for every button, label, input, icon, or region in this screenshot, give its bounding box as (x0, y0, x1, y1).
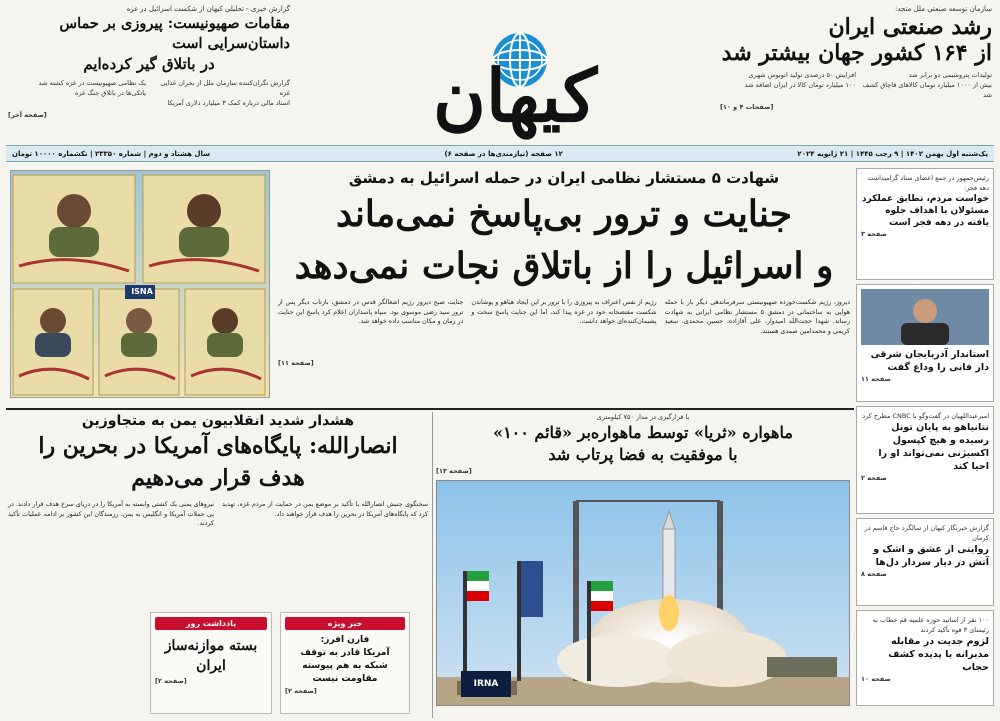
top-left-bullet: یانکی‌ها در باتلاق جنگ غزه (74, 89, 146, 97)
sidebar-headline: لزوم جدیت در مقابله مدبرانه با پدیده کشف حجاب (888, 636, 989, 673)
irna-badge: IRNA (461, 671, 511, 697)
column-divider (432, 412, 433, 718)
masthead (330, 8, 700, 138)
top-left-bullet: یک نظامی صهیونیست در غزه کشته شد (38, 79, 146, 87)
dateline-pages: ۱۲ صفحه (نیازمندی‌ها در صفحه ۶) (444, 149, 563, 158)
launch-photo (436, 480, 850, 706)
sidebar-item (856, 518, 994, 606)
sidebar-page-ref: صفحه ۱۱ (861, 375, 891, 383)
sidebar-kicker: ۱۰۰ نفر از اساتید حوزه علمیه قم خطاب به رئیسای ۳ قوه تأکید کردند (872, 616, 989, 634)
logo-text: کیهان (432, 53, 597, 138)
top-right-kicker: سازمان توسعه صنعتی ملل متحد: (894, 5, 992, 13)
top-right-bullet: تولیدات پتروشیمی دو برابر شد (908, 71, 992, 79)
top-left-kicker: گزارش خبری - تحلیلی کیهان از شکست اسرائیل در غزه (126, 5, 290, 13)
main-column-right: دیروز، رژیم شکست‌خورده صهیونیستی سرفرماندهی دیگر بار با حمله هوایی به ساختمانی در دمشق ۵ مستشار نظامی ایرانی به شهادت رساند. شهدا حجت‌الله امیدوار، علی آقازاده، حسین محمدی، سعید کریمی و محمدامین صمدی هستند. (664, 299, 850, 335)
sidebar-page-ref: صفحه ۲ (861, 474, 887, 482)
top-right-page-ref: [صفحات ۴ و ۱۰] (720, 103, 774, 111)
satellite-story (436, 412, 850, 718)
editorial-title: ایران (196, 658, 226, 674)
sidebar-headline: استاندار آذربایجان شرقی دار فانی را وداع گفت (870, 349, 989, 373)
top-right-bullet: ۱۰۰ میلیارد تومان کالا در ایران اضافه شد (744, 81, 856, 89)
sidebar-item (856, 406, 994, 514)
top-right-headline-1: رشد صنعتی ایران (828, 14, 992, 40)
top-left-page-ref: [صفحه آخر] (8, 111, 47, 119)
main-kicker: شهادت ۵ مستشار نظامی ایران در حمله اسرائیل به دمشق (348, 169, 780, 187)
section-divider (6, 408, 854, 410)
yemen-column-right: سخنگوی جنبش انصارالله با تأکید بر موضع یمن در حمایت از مردم غزه، تهدید کرد که پایگاه‌های آمریکا در بحرین را هدف قرار خواهند داد. (222, 501, 428, 518)
sidebar-page-ref: صفحه ۱۰ (861, 675, 891, 683)
special-news-title: فارن افرز: (320, 635, 370, 645)
sidebar-kicker: گزارش خبرنگار کیهان از سالگرد حاج قاسم در کرمان (864, 524, 989, 542)
special-news-page-ref: [صفحه ۲] (285, 687, 317, 695)
yemen-column-left: نیروهای یمنی یک کشتی وابسته به آمریکا را در دریای سرخ هدف قرار دادند. در پی حملات آمریکا و انگلیس به یمن، رزمندگان این کشور بر ادامه عملیات تأکید کردند. (8, 501, 214, 528)
satellite-kicker: با قرارگیری در مدار ۷۵۰ کیلومتری (596, 413, 690, 421)
top-right-bullet: افزایش ۵۰ درصدی تولید اتوبوس شهری (748, 71, 856, 79)
sidebar-item (856, 284, 994, 402)
dateline-issue: سال هشتاد و دوم | شماره ۲۳۳۵۰ | تکشماره ۱۰۰۰۰ تومان (12, 149, 210, 158)
sidebar-page-ref: صفحه ۳ (861, 230, 887, 238)
main-page-ref: [صفحه ۱۱] (278, 359, 314, 367)
sidebar-item (856, 610, 994, 706)
top-left-bullet: گزارش نگران‌کننده سازمان ملل از بحران غذایی غزه (160, 79, 290, 97)
sidebar-kicker: رئیس‌جمهور در جمع اعضای ستاد گرامیداشت دهه فجر: (867, 174, 989, 192)
main-column-left: جنایت صبح دیروز رژیم اشغالگر قدس در دمشق، بازتاب دیگر پس از ترور سید رضی موسوی بود. سپاه پاسداران اعلام کرد پاسخ این جنایت در زمان و مکان مناسب داده خواهد شد. (278, 299, 464, 326)
sidebar-kicker: امیرعبداللهیان در گفت‌وگو با CNBC مطرح کرد (862, 412, 989, 420)
top-left-teaser (8, 4, 290, 144)
top-left-bullet: اسناد مالی درباره کمک ۳ میلیارد دلاری آمریکا (167, 99, 290, 107)
main-story (278, 168, 850, 405)
yemen-headline-1: انصارالله: پایگاه‌های آمریکا در بحرین را (38, 433, 398, 459)
special-news-label: خبر ویژه (285, 617, 405, 630)
sidebar-headline: روایتی از عشق و اشک و آتش در دیار سردار دل‌ها (873, 544, 989, 568)
special-news-box (280, 612, 410, 714)
editorial-page-ref: [صفحه ۲] (155, 677, 187, 685)
top-right-bullet: بیش از ۱۰۰۰ میلیارد تومان کالاهای قاچاق کشف شد (862, 81, 992, 99)
governor-photo (861, 289, 989, 345)
martyrs-photo (10, 170, 270, 398)
sidebar (856, 168, 994, 718)
main-headline-1: جنایت و ترور بی‌پاسخ نمی‌ماند (335, 193, 793, 235)
satellite-headline-2: با موفقیت به فضا پرتاب شد (548, 445, 738, 464)
sidebar-page-ref: صفحه ۸ (861, 570, 887, 578)
sidebar-item (856, 168, 994, 280)
dateline-bar (6, 145, 994, 162)
editorial-title: بسته موازنه‌ساز (164, 638, 258, 654)
special-news-title: شبکه به هم پیوسته مقاومت نیست (302, 661, 388, 684)
top-left-headline-1: مقامات صهیونیست: پیروزی بر حماس داستان‌سرایی است (59, 15, 290, 52)
isna-badge: ISNA (131, 287, 153, 296)
main-column-middle: رژیم از نفس اعتراف به پیروزی را با ترور بر این ایجاد هیاهو و پوشاندن شکست مفتضحانه خود در غزه پیدا کند، اما این جنایت پاسخ سخت و پشیمان‌کننده‌ای خواهد داشت. (471, 299, 657, 326)
top-right-headline-2: از ۱۶۴ کشور جهان بیشتر شد (721, 40, 992, 66)
satellite-page-ref: [صفحه ۱۳] (436, 467, 472, 475)
top-right-teaser (720, 4, 992, 144)
editorial-box (150, 612, 272, 714)
yemen-headline-2: هدف قرار می‌دهیم (131, 465, 305, 491)
yemen-kicker: هشدار شدید انقلابیون یمن به متجاوزین (81, 413, 355, 429)
sidebar-headline: نتانیاهو به پایان تونل رسیده و هیچ کپسول اکسیژنی نمی‌تواند او را احیا کند (878, 422, 989, 472)
dateline-date: یک‌شنبه اول بهمن ۱۴۰۲ | ۹ رجب ۱۴۴۵ | ۲۱ ژانویه ۲۰۲۴ (797, 149, 988, 158)
special-news-title: آمریکا قادر به توقف (300, 648, 390, 658)
editorial-label: یادداشت روز (155, 617, 267, 630)
satellite-headline-1: ماهواره «ثریا» توسط ماهواره‌بر «قائم ۱۰۰» (493, 423, 793, 442)
main-headline-2: و اسرائیل را از باتلاق نجات نمی‌دهد (294, 245, 834, 287)
sidebar-headline: خواست مردم، تطابق عملکرد مسئولان با اهداف جلوه یافته در دهه فجر است (861, 194, 989, 228)
top-left-headline-2: در باتلاق گیر کرده‌ایم (83, 55, 215, 73)
